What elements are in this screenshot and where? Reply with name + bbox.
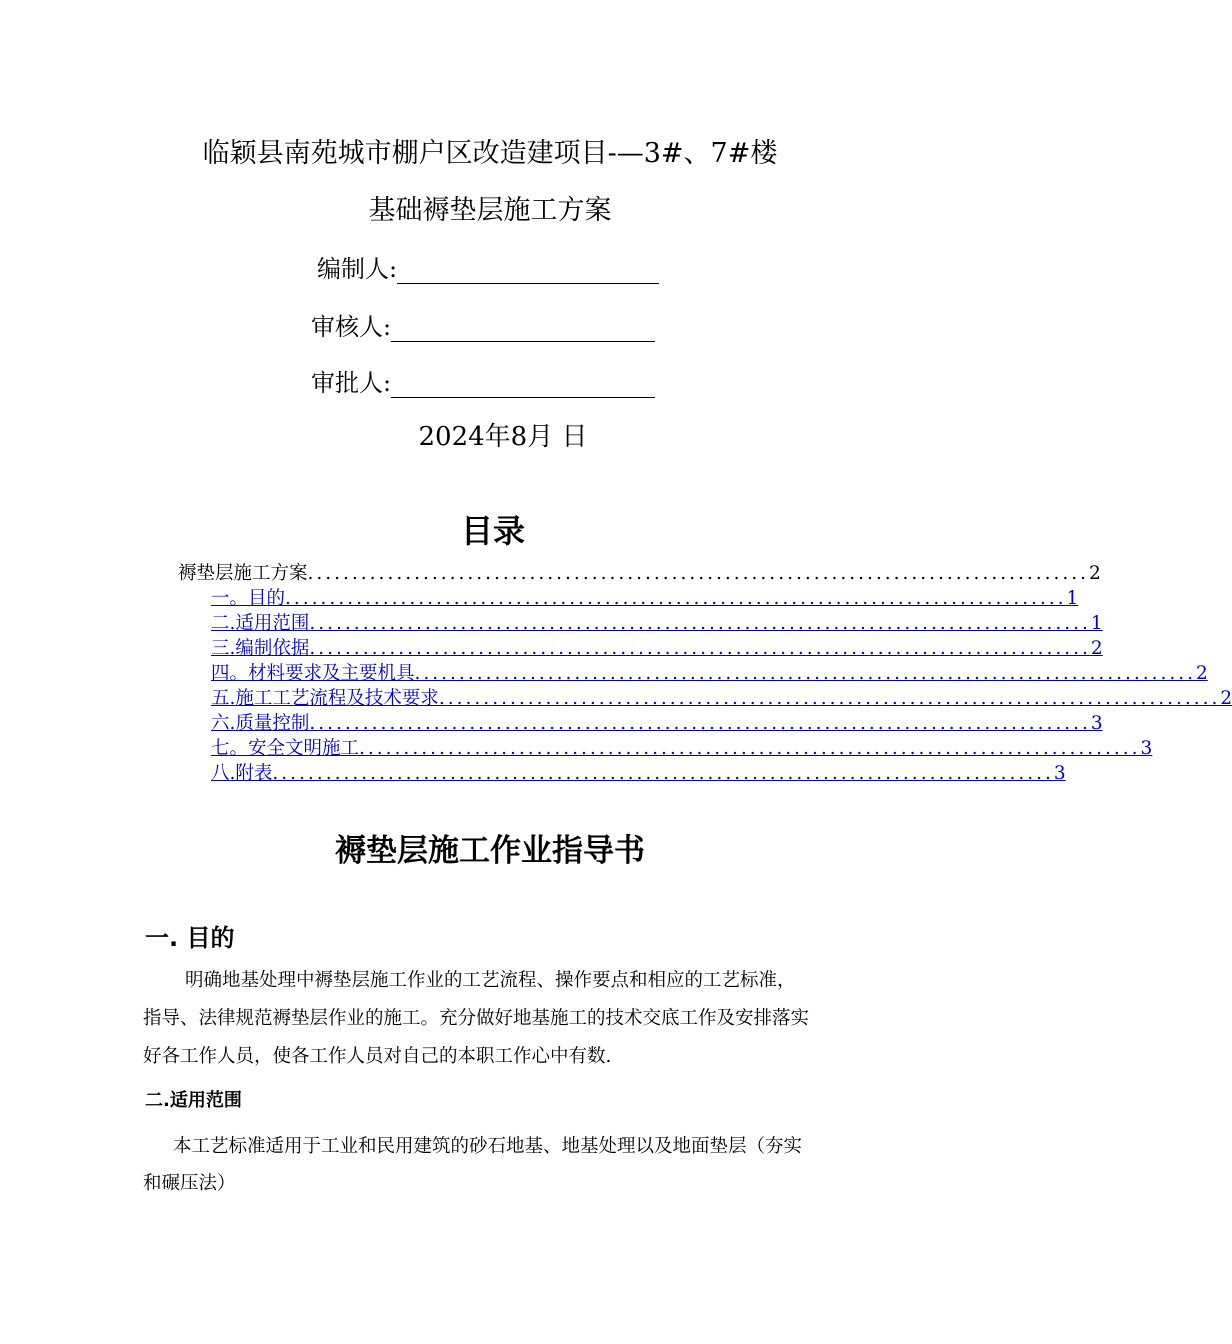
toc-entry-text: 适用范围 [235,613,310,634]
toc-page-number: 3 [1090,713,1103,734]
paragraph-line: 指导、法律规范褥垫层作业的施工。充分做好地基施工的技术交底工作及安排落实 [143,1008,810,1029]
toc-entry-text: 编制依据 [235,638,310,659]
toc-entry-text: 目的 [248,588,286,609]
toc-link-quality[interactable] [211,709,1103,734]
toc-entry-number: 六. [211,713,236,734]
toc-leader-dots: ........................................................................................ [309,713,1091,734]
toc-entry-text: 附表 [235,763,273,784]
toc-page-number: 2 [1196,663,1208,684]
toc-link-basis[interactable] [211,634,1103,659]
toc-page-number: 3 [1053,763,1066,784]
toc-page-number: 1 [1066,588,1079,609]
paragraph-line: 好各工作人员，使各工作人员对自己的本职工作心中有数. [143,1046,612,1067]
signature-label-compiler: 编制人: [317,255,398,283]
toc-page-number: 2 [1089,563,1101,584]
toc-entry-text: 褥垫层施工方案 [178,563,308,584]
toc-entry-text: 安全文明施工 [248,738,360,759]
toc-leader-dots: ........................................................................................ [438,688,1221,709]
toc-entry-text: 施工工艺流程及技术要求 [235,688,439,709]
toc-leader-dots: ........................................................................................ [414,663,1197,684]
toc-leader-dots: ........................................................................................ [309,638,1091,659]
section-heading-purpose: 一. 目的 [145,924,235,952]
paragraph-line: 和碾压法） [143,1173,236,1194]
toc-leader-dots: ........................................................................................ [272,763,1054,784]
toc-entry-number: 三. [211,638,236,659]
section-heading-scope: 二.适用范围 [145,1090,242,1111]
toc-link-scope[interactable] [211,609,1103,634]
toc-page-number: 3 [1140,738,1153,759]
toc-entry-number: 五. [211,688,236,709]
toc-main-entry[interactable] [178,559,1101,584]
toc-link-appendix[interactable] [211,759,1066,784]
toc-leader-dots: ........................................................................................ [285,588,1067,609]
toc-leader-dots: ........................................................................................ [359,738,1141,759]
signature-blank-line [397,259,659,284]
toc-entry-number: 二. [211,613,236,634]
body-main-heading: 褥垫层施工作业指导书 [335,833,645,869]
signature-row-compiler [317,249,659,284]
signature-blank-line [391,373,655,398]
toc-link-process[interactable] [211,684,1232,709]
signature-row-reviewer [311,307,655,342]
document-title-line1: 临颖县南苑城市棚户区改造建项目-—3#、7#楼 [202,138,778,169]
signature-label-reviewer: 审核人: [311,313,392,341]
signature-label-approver: 审批人: [311,369,392,397]
toc-link-materials[interactable] [211,659,1208,684]
toc-entry-number: 一。 [211,588,249,609]
paragraph-line: 本工艺标准适用于工业和民用建筑的砂石地基、地基处理以及地面垫层（夯实 [173,1136,803,1157]
toc-entry-number: 七。 [211,738,249,759]
toc-title: 目录 [460,512,525,550]
document-date: 2024年8月 日 [418,422,588,452]
toc-entry-number: 八. [211,763,236,784]
document-title-line2: 基础褥垫层施工方案 [368,195,612,226]
toc-entry-text: 质量控制 [235,713,310,734]
toc-leader-dots: ........................................................................................ [309,613,1091,634]
toc-page-number: 2 [1220,688,1232,709]
toc-entry-number: 四。 [211,663,249,684]
signature-row-approver [311,363,655,398]
paragraph-line: 明确地基处理中褥垫层施工作业的工艺流程、操作要点和相应的工艺标准， [185,970,796,991]
toc-entry-text: 材料要求及主要机具 [248,663,415,684]
toc-page-number: 2 [1090,638,1103,659]
signature-blank-line [391,317,655,342]
toc-link-purpose[interactable] [211,584,1079,609]
toc-link-safety[interactable] [211,734,1153,759]
toc-leader-dots: ........................................................................................ [307,563,1090,584]
toc-page-number: 1 [1090,613,1103,634]
